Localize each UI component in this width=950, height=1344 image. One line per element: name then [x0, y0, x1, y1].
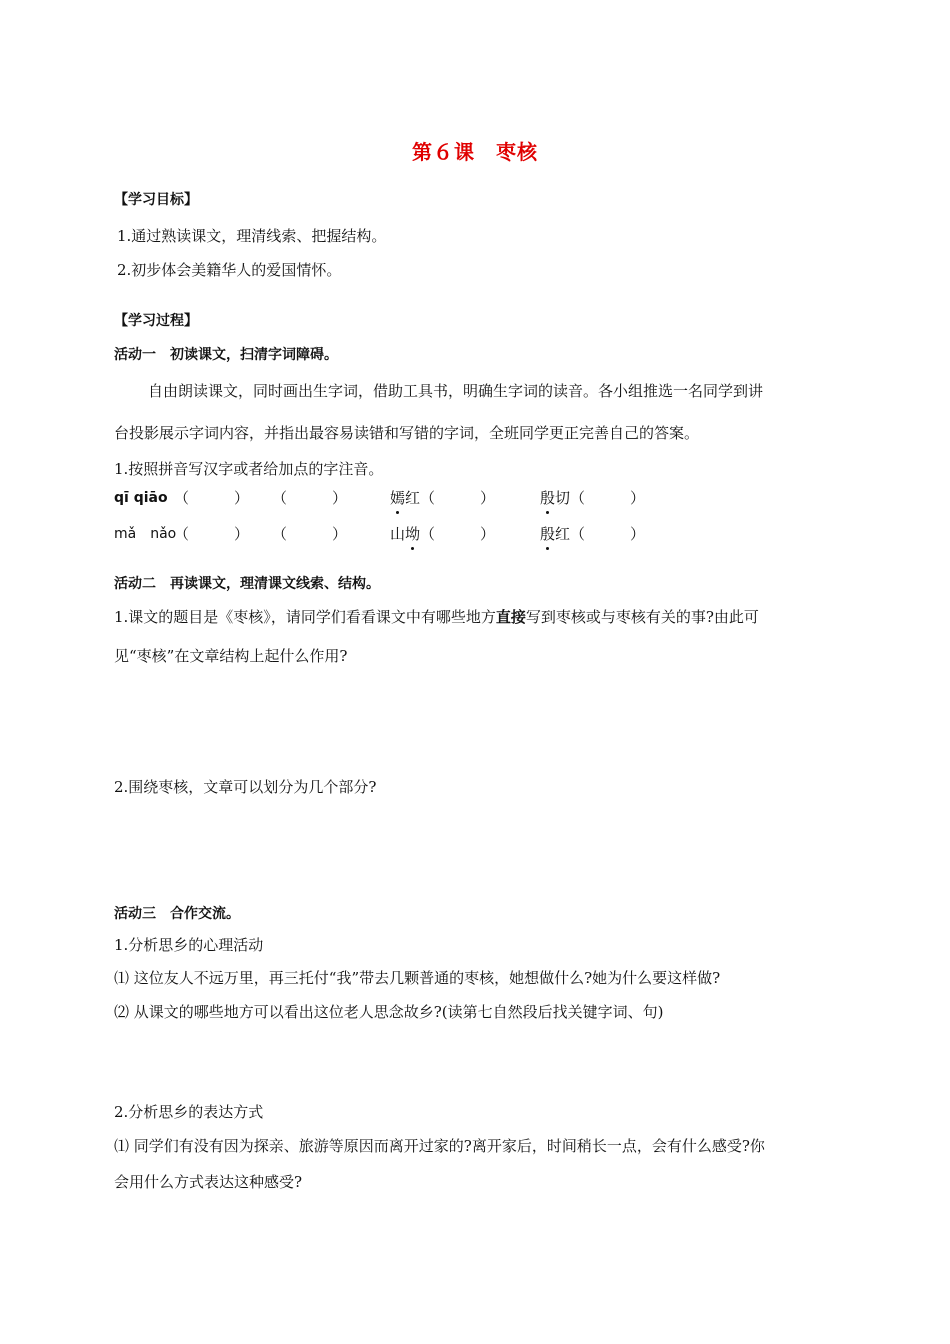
objectives-heading: 【学习目标】: [114, 192, 198, 208]
activity3-section-1-question-2: ⑵ 从课文的哪些地方可以看出这位老人思念故乡?(读第七自然段后找关键字词、句): [114, 1003, 664, 1021]
activity2-question-1-line2: 见“枣核”在文章结构上起什么作用?: [114, 647, 348, 665]
activity1-question-1: 1.按照拼音写汉字或者给加点的字注音。: [114, 460, 384, 478]
q1-text: 1.课文的题目是《枣核》，请同学们看看课文中有哪些地方: [114, 608, 496, 626]
word-rest: 红: [555, 525, 571, 543]
answer-blank: （ ）: [570, 525, 646, 543]
answer-blank: （ ）: [272, 525, 348, 543]
activity3-section-1-question-1: ⑴ 这位友人不远万里，再三托付“我”带去几颗普通的枣核，她想做什么?她为什么要这样做?: [114, 969, 721, 987]
objective-item-2: 2.初步体会美籍华人的爱国情怀。: [117, 261, 342, 279]
answer-blank: （ ）: [272, 489, 348, 507]
dotted-word-yinqie: [540, 488, 570, 508]
page-title: 第６课 枣核: [412, 140, 538, 164]
word-prefix: 山: [390, 525, 406, 543]
answer-blank: （ ）: [174, 489, 250, 507]
process-heading: 【学习过程】: [114, 313, 198, 329]
activity3-section-2: 2.分析思乡的表达方式: [114, 1103, 264, 1121]
word-rest: 切: [555, 489, 571, 507]
answer-blank: （ ）: [420, 489, 496, 507]
answer-blank: （ ）: [174, 525, 250, 543]
activity2-heading: 活动二 再读课文，理清课文线索、结构。: [114, 576, 380, 592]
q1-emphasis: 直接: [495, 608, 526, 626]
activity3-heading: 活动三 合作交流。: [114, 906, 240, 922]
dotted-char: 殷: [540, 525, 556, 543]
dotted-word-yanhong: [390, 488, 420, 508]
activity2-question-1: [114, 607, 759, 627]
dotted-word-shanao: [390, 524, 420, 544]
dotted-char: 嫣: [390, 489, 406, 507]
activity2-question-2: 2.围绕枣核，文章可以划分为几个部分?: [114, 778, 377, 796]
activity1-heading: 活动一 初读课文，扫清字词障碍。: [114, 347, 338, 363]
answer-blank: （ ）: [420, 525, 496, 543]
answer-blank: （ ）: [570, 489, 646, 507]
activity3-section-1: 1.分析思乡的心理活动: [114, 936, 264, 954]
dotted-word-yanhong: [540, 524, 570, 544]
dotted-char: 殷: [540, 489, 556, 507]
activity3-section-2-question-1-line2: 会用什么方式表达这种感受?: [114, 1173, 303, 1191]
pinyin-manao: mǎ nǎo: [114, 526, 177, 542]
activity1-paragraph-line1: 自由朗读课文，同时画出生字词，借助工具书，明确生字词的读音。各小组推选一名同学到讲: [148, 382, 764, 400]
activity3-section-2-question-1: ⑴ 同学们有没有因为探亲、旅游等原因而离开过家的?离开家后，时间稍长一点，会有什么感受?你: [114, 1137, 765, 1155]
word-rest: 红: [405, 489, 421, 507]
activity1-paragraph-line2: 台投影展示字词内容，并指出最容易读错和写错的字词，全班同学更正完善自己的答案。: [114, 424, 700, 442]
objective-item-1: 1.通过熟读课文，理清线索、把握结构。: [117, 227, 387, 245]
q1-text-cont: 写到枣核或与枣核有关的事?由此可: [525, 608, 759, 626]
dotted-char: 坳: [405, 525, 421, 543]
pinyin-qiqiao: qī qiāo: [114, 490, 168, 506]
